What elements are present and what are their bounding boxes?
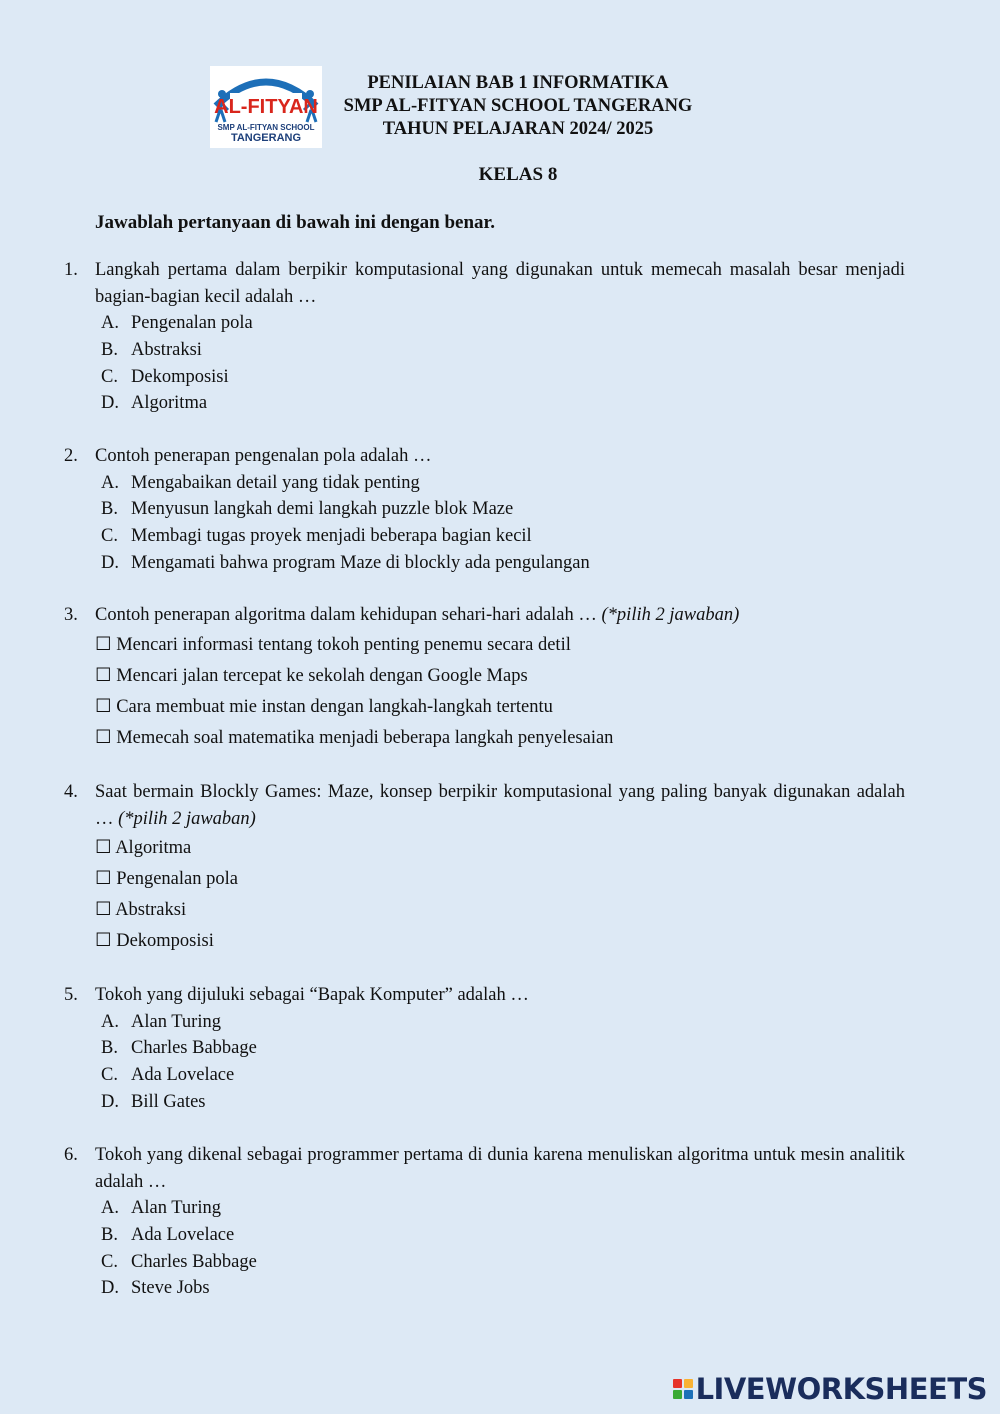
option-c[interactable]: C. Dekomposisi <box>101 367 229 387</box>
question-text: Tokoh yang dijuluki sebagai “Bapak Komputer” adalah … <box>95 985 529 1005</box>
checkbox-option-2[interactable]: ☐ Pengenalan pola <box>95 869 238 889</box>
liveworksheets-brand[interactable] <box>673 1373 987 1405</box>
checkbox-option-2[interactable]: ☐ Mencari jalan tercepat ke sekolah dengan Google Maps <box>95 666 528 686</box>
header-title: PENILAIAN BAB 1 INFORMATIKA <box>367 73 669 93</box>
question-number: 2. <box>64 446 78 466</box>
class-label: KELAS 8 <box>478 164 558 185</box>
brand-grid-icon <box>673 1379 693 1399</box>
option-c[interactable]: C. Charles Babbage <box>101 1252 257 1272</box>
checkbox-option-4[interactable]: ☐ Dekomposisi <box>95 931 214 951</box>
school-logo <box>210 66 322 148</box>
checkbox-option-3[interactable]: ☐ Abstraksi <box>95 900 187 920</box>
option-b[interactable]: B. Menyusun langkah demi langkah puzzle blok Maze <box>101 499 514 519</box>
option-b[interactable]: B. Ada Lovelace <box>101 1225 235 1245</box>
logo-subtitle-1: SMP AL-FITYAN SCHOOL <box>217 123 315 132</box>
question-note: (*pilih 2 jawaban) <box>118 808 256 829</box>
option-b[interactable]: B. Charles Babbage <box>101 1038 257 1058</box>
header-year: TAHUN PELAJARAN 2024/ 2025 <box>382 119 654 139</box>
question-text: Saat bermain Blockly Games: Maze, konsep berpikir komputasional yang paling banyak digunakan adalah … (*pilih 2 jawaban) <box>95 782 905 829</box>
brand-name: LIVEWORKSHEETS <box>695 1372 987 1406</box>
logo-subtitle-2: TANGERANG <box>230 132 302 144</box>
question-note: (*pilih 2 jawaban) <box>601 605 740 625</box>
option-d[interactable]: D. Bill Gates <box>101 1092 206 1112</box>
question-text: Tokoh yang dikenal sebagai programmer pertama di dunia karena menuliskan algoritma untuk mesin analitik adalah … <box>95 1145 905 1192</box>
question-text: Langkah pertama dalam berpikir komputasional yang digunakan untuk memecah masalah besar menjadi bagian-bagian kecil adalah … <box>95 260 905 307</box>
option-c[interactable]: C. Ada Lovelace <box>101 1065 235 1085</box>
question-number: 1. <box>64 260 78 280</box>
option-b[interactable]: B. Abstraksi <box>101 340 202 360</box>
question-number: 4. <box>64 782 78 802</box>
question-number: 3. <box>64 605 78 625</box>
document-header <box>322 72 714 141</box>
checkbox-option-1[interactable]: ☐ Mencari informasi tentang tokoh penting penemu secara detil <box>95 635 571 655</box>
option-a[interactable]: A. Mengabaikan detail yang tidak penting <box>101 473 420 493</box>
option-d[interactable]: D. Mengamati bahwa program Maze di blockly ada pengulangan <box>101 553 590 573</box>
option-a[interactable]: A. Alan Turing <box>101 1198 221 1218</box>
question-number: 5. <box>64 985 78 1005</box>
question-number: 6. <box>64 1145 78 1165</box>
checkbox-option-3[interactable]: ☐ Cara membuat mie instan dengan langkah-langkah tertentu <box>95 697 553 717</box>
logo-name: AL-FITYAN <box>214 96 318 118</box>
option-d[interactable]: D. Steve Jobs <box>101 1278 210 1298</box>
question-text: Contoh penerapan pengenalan pola adalah … <box>95 446 432 466</box>
checkbox-option-4[interactable]: ☐ Memecah soal matematika menjadi beberapa langkah penyelesaian <box>95 728 614 748</box>
header-school: SMP AL-FITYAN SCHOOL TANGERANG <box>343 96 693 116</box>
checkbox-option-1[interactable]: ☐ Algoritma <box>95 838 192 858</box>
option-d[interactable]: D. Algoritma <box>101 393 208 413</box>
option-a[interactable]: A. Pengenalan pola <box>101 313 253 333</box>
instruction: Jawablah pertanyaan di bawah ini dengan benar. <box>95 212 495 233</box>
question-text: Contoh penerapan algoritma dalam kehidupan sehari-hari adalah … (*pilih 2 jawaban) <box>95 605 740 625</box>
option-a[interactable]: A. Alan Turing <box>101 1012 221 1032</box>
option-c[interactable]: C. Membagi tugas proyek menjadi beberapa bagian kecil <box>101 526 532 546</box>
